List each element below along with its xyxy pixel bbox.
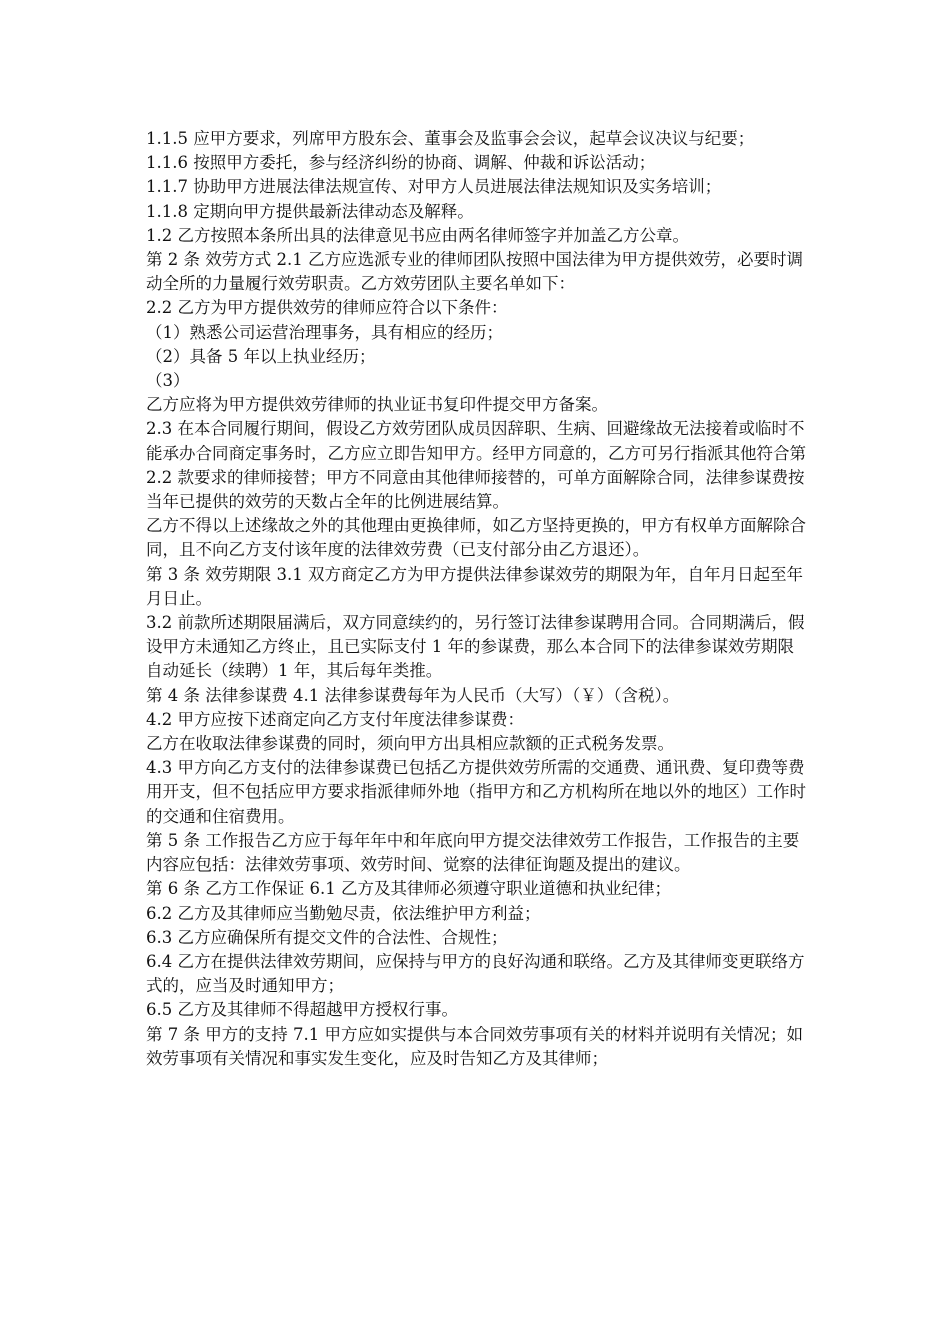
paragraph-1-1-5: 1.1.5 应甲方要求，列席甲方股东会、董事会及监事会会议，起草会议决议与纪要； (146, 129, 755, 148)
paragraph-article-7: 第 7 条 甲方的支持 7.1 甲方应如实提供与本合同效劳事项有关的材料并说明有关情况；如效劳事项有关情况和事实发生变化，应及时告知乙方及其律师； (146, 1024, 803, 1068)
document-body (146, 127, 806, 1071)
paragraph-article-2: 第 2 条 效劳方式 2.1 乙方应选派专业的律师团队按照中国法律为甲方提供效劳，必要时调动全所的力量履行效劳职责。乙方效劳团队主要名单如下： (146, 250, 803, 294)
paragraph-1-1-8: 1.1.8 定期向甲方提供最新法律动态及解释。 (146, 201, 474, 221)
paragraph-article-3: 第 3 条 效劳期限 3.1 双方商定乙方为甲方提供法律参谋效劳的期限为年，自年月日起至年月日止。 (146, 564, 803, 608)
paragraph-article-6: 第 6 条 乙方工作保证 6.1 乙方及其律师必须遵守职业道德和执业纪律； (146, 879, 671, 899)
paragraph-replacement: 乙方不得以上述缘故之外的其他理由更换律师，如乙方坚持更换的，甲方有权单方面解除合同，且不向乙方支付该年度的法律效劳费（已支付部分由乙方退还）。 (146, 516, 806, 560)
paragraph-condition-2: （2）具备 5 年以上执业经历； (146, 346, 376, 366)
paragraph-3-2: 3.2 前款所述期限届满后，双方同意续约的，另行签订法律参谋聘用合同。合同期满后，假设甲方未通知乙方终止，且已实际支付 1 年的参谋费，那么本合同下的法律参谋效劳期限自动延长（续聘）1 年，其后每年类推。 (146, 613, 805, 681)
paragraph-6-5: 6.5 乙方及其律师不得超越甲方授权行事。 (146, 1000, 458, 1020)
paragraph-invoice: 乙方在收取法律参谋费的同时，须向甲方出具相应款额的正式税务发票。 (146, 734, 674, 754)
paragraph-2-3: 2.3 在本合同履行期间，假设乙方效劳团队成员因辞职、生病、回避缘故无法接着或临时不能承办合同商定事务时，乙方应立即告知甲方。经甲方同意的，乙方可另行指派其他符合第 2.2 款要求的律师接替；甲方不同意由其他律师接替的，可单方面解除合同，法律参谋费按当年已提供的效劳的天数占全年的比例进展结算。 (146, 419, 806, 512)
paragraph-6-2: 6.2 乙方及其律师应当勤勉尽责，依法维护甲方利益； (146, 903, 541, 923)
paragraph-condition-1: （1）熟悉公司运营治理事务，具有相应的经历； (146, 322, 503, 342)
paragraph-6-3: 6.3 乙方应确保所有提交文件的合法性、合规性； (146, 927, 508, 947)
paragraph-2-2: 2.2 乙方为甲方提供效劳的律师应符合以下条件： (146, 298, 508, 318)
paragraph-condition-3: （3） (146, 371, 190, 391)
paragraph-article-5: 第 5 条 工作报告乙方应于每年年中和年底向甲方提交法律效劳工作报告，工作报告的主要内容应包括：法律效劳事项、效劳时间、觉察的法律征询题及提出的建议。 (146, 830, 800, 875)
paragraph-article-4: 第 4 条 法律参谋费 4.1 法律参谋费每年为人民币（大写）（￥）（含税）。 (146, 685, 680, 705)
paragraph-6-4: 6.4 乙方在提供法律效劳期间，应保持与甲方的良好沟通和联络。乙方及其律师变更联络方式的，应当及时通知甲方； (146, 951, 805, 996)
paragraph-1-2: 1.2 乙方按照本条所出具的法律意见书应由两名律师签字并加盖乙方公章。 (146, 225, 689, 245)
paragraph-filing: 乙方应将为甲方提供效劳律师的执业证书复印件提交甲方备案。 (146, 395, 608, 415)
paragraph-4-3: 4.3 甲方向乙方支付的法律参谋费已包括乙方提供效劳所需的交通费、通讯费、复印费等费用开支，但不包括应甲方要求指派律师外地（指甲方和乙方机构所在地以外的地区）工作时的交通和住宿费用。 (146, 758, 806, 826)
paragraph-1-1-7: 1.1.7 协助甲方进展法律法规宣传、对甲方人员进展法律法规知识及实务培训； (146, 177, 722, 197)
paragraph-4-2: 4.2 甲方应按下述商定向乙方支付年度法律参谋费： (146, 709, 524, 729)
paragraph-1-1-6: 1.1.6 按照甲方委托，参与经济纠纷的协商、调解、仲裁和诉讼活动； (146, 153, 656, 173)
